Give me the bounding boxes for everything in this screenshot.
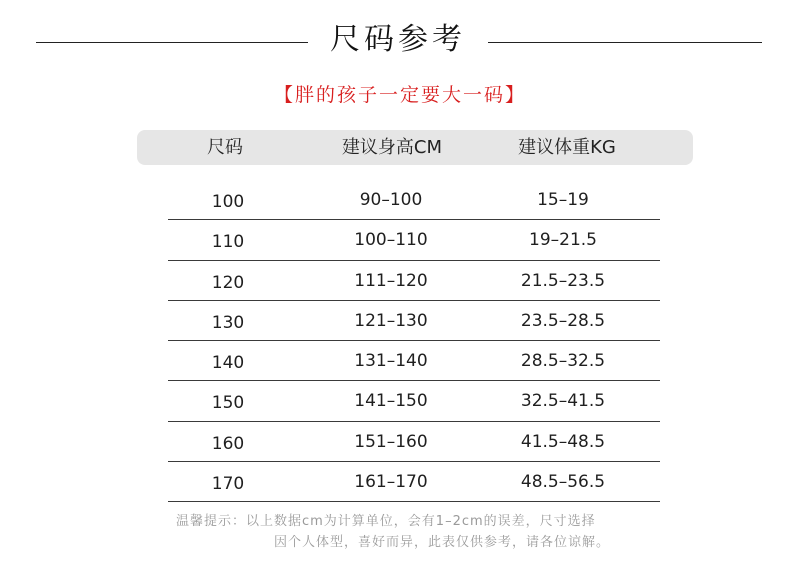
page-title: 尺码参考: [330, 22, 466, 57]
cell-size: 150: [211, 393, 245, 414]
table-row: [168, 422, 660, 462]
cell-height: 100–110: [354, 230, 428, 251]
table-row: [168, 301, 660, 341]
cell-size: 140: [211, 353, 245, 374]
size-table: [168, 180, 660, 502]
subtitle-warning: 【胖的孩子一定要大一码】: [273, 84, 526, 106]
cell-weight: 19–21.5: [529, 230, 597, 251]
header-weight: 建议体重KG: [518, 137, 616, 158]
cell-height: 151–160: [354, 431, 428, 452]
cell-weight: 32.5–41.5: [520, 391, 606, 412]
cell-size: 110: [211, 232, 245, 253]
cell-height: 90–100: [359, 190, 423, 210]
cell-height: 121–130: [354, 310, 428, 331]
title-rule-right: [488, 42, 762, 43]
header-height: 建议身高CM: [341, 137, 443, 158]
table-row: [168, 381, 660, 421]
cell-size: 120: [211, 272, 245, 293]
table-row: [168, 220, 660, 260]
table-row: [168, 180, 660, 220]
table-row: [168, 261, 660, 301]
header-size: 尺码: [207, 137, 243, 158]
cell-weight: 28.5–32.5: [520, 351, 606, 372]
table-row: [168, 462, 660, 502]
cell-height: 131–140: [354, 351, 428, 372]
table-header: [137, 130, 693, 165]
cell-weight: 15–19: [537, 190, 589, 210]
cell-weight: 21.5–23.5: [520, 270, 606, 291]
cell-size: 130: [211, 312, 245, 333]
cell-size: 160: [211, 433, 245, 454]
table-row: [168, 341, 660, 381]
tip-note-line-2: 因个人体型，喜好而异，此表仅供参考，请各位谅解。: [274, 535, 611, 550]
cell-weight: 48.5–56.5: [520, 472, 606, 493]
cell-height: 141–150: [354, 391, 428, 412]
cell-weight: 23.5–28.5: [520, 310, 606, 331]
cell-size: 100: [211, 192, 245, 212]
tip-note-line-1: 温馨提示：以上数据cm为计算单位，会有1–2cm的误差，尺寸选择: [176, 514, 596, 529]
title-rule-left: [36, 42, 308, 43]
cell-height: 111–120: [354, 270, 428, 291]
cell-weight: 41.5–48.5: [520, 431, 606, 452]
cell-size: 170: [211, 474, 245, 495]
cell-height: 161–170: [354, 472, 428, 493]
